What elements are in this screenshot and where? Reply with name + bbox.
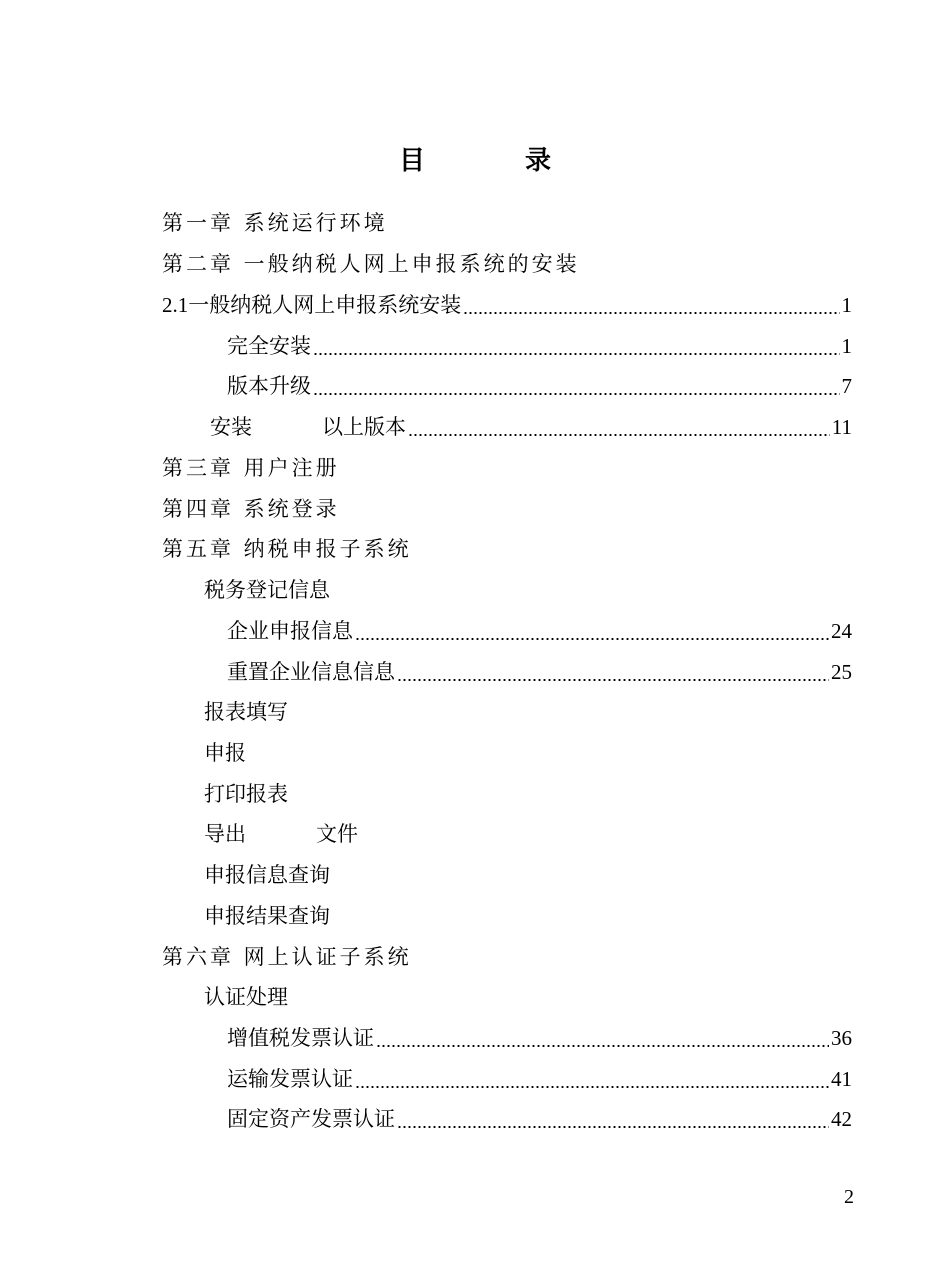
toc-item-install-above-version[interactable]: 安装 以上版本 11 (210, 407, 852, 447)
toc-section-result-query[interactable]: 申报结果查询 (204, 904, 330, 928)
toc-item-full-install[interactable]: 完全安装 1 (227, 326, 852, 366)
toc-section-form-fill[interactable]: 报表填写 (204, 700, 288, 724)
toc-item-transport-invoice-cert[interactable]: 运输发票认证 41 (227, 1059, 852, 1099)
toc-page-number: 1 (841, 334, 852, 358)
dot-leader (355, 1086, 829, 1088)
toc-section-2-1[interactable]: 2.1 一般纳税人网上申报系统 安装 1 (162, 285, 852, 325)
dot-leader (397, 679, 829, 681)
toc-page-number: 24 (831, 619, 852, 643)
toc-section-certification[interactable]: 认证处理 (204, 985, 288, 1009)
dot-leader (463, 312, 839, 314)
toc-item-fixed-asset-invoice-cert[interactable]: 固定资产发票认证 42 (227, 1099, 852, 1139)
dot-leader (313, 353, 840, 355)
page-number: 2 (844, 1186, 854, 1208)
toc-section-export-file[interactable]: 导出 文件 (204, 822, 358, 846)
toc-chapter-3[interactable]: 第三章 用户注册 (162, 456, 340, 480)
dot-leader (397, 1126, 829, 1128)
toc-section-declaration-query[interactable]: 申报信息查询 (204, 863, 330, 887)
dot-leader (313, 393, 840, 395)
toc-page-number: 42 (831, 1107, 852, 1131)
toc-page-number: 25 (831, 660, 852, 684)
toc-page-number: 7 (841, 374, 852, 398)
toc-section-print-report[interactable]: 打印报表 (204, 782, 288, 806)
toc-item-vat-invoice-cert[interactable]: 增值税发票认证 36 (227, 1018, 852, 1058)
toc-item-reset-enterprise-info[interactable]: 重置企业信息信息 25 (227, 652, 852, 692)
toc-chapter-4[interactable]: 第四章 系统登录 (162, 497, 340, 521)
dot-leader (355, 638, 829, 640)
dot-leader (376, 1045, 829, 1047)
title-right: 录 (525, 146, 552, 176)
toc-section-declare[interactable]: 申报 (204, 741, 246, 765)
dot-leader (408, 434, 830, 436)
toc-page-number: 1 (841, 293, 852, 317)
toc-item-enterprise-declaration[interactable]: 企业申报信息 24 (227, 611, 852, 651)
title-left: 目 (398, 146, 425, 176)
toc-chapter-6[interactable]: 第六章 网上认证子系统 (162, 945, 412, 969)
toc-page-number: 36 (831, 1026, 852, 1050)
toc-page-number: 11 (831, 415, 852, 439)
toc-section-tax-registration[interactable]: 税务登记信息 (204, 578, 330, 602)
toc-chapter-5[interactable]: 第五章 纳税申报子系统 (162, 537, 412, 561)
toc-page-number: 41 (831, 1067, 852, 1091)
toc-chapter-1[interactable]: 第一章 系统运行环境 (162, 211, 388, 235)
page-title (0, 140, 950, 177)
toc-chapter-2[interactable]: 第二章 一般纳税人网上申报系统的安装 (162, 252, 580, 276)
toc-item-version-upgrade[interactable]: 版本升级 7 (227, 366, 852, 406)
